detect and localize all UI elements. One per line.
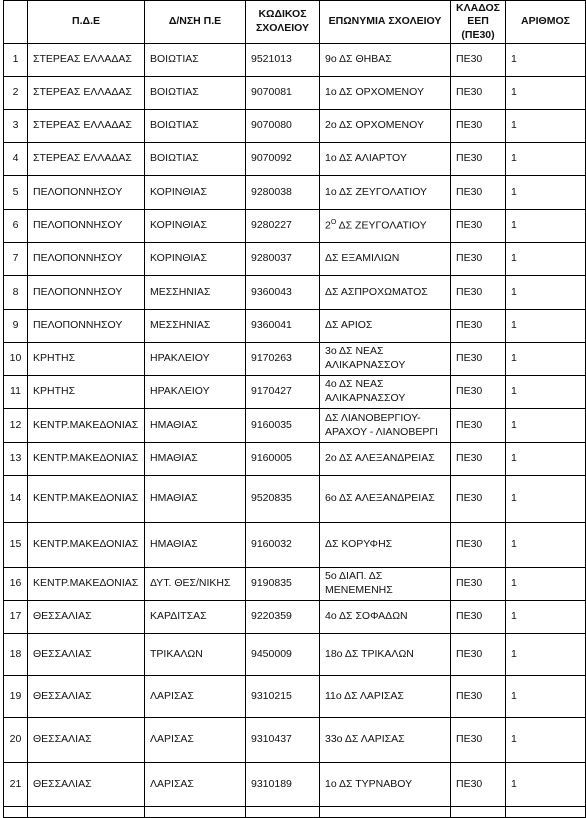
school-code-cell: 9450009 <box>246 634 320 676</box>
school-name-cell: 2ο ΔΣ ΑΛΕΞΑΝΔΡΕΙΑΣ <box>320 443 451 476</box>
table-row <box>4 376 586 409</box>
dnsh-cell: ΚΑΡΔΙΤΣΑΣ <box>145 601 246 634</box>
dnsh-cell: ΒΟΙΩΤΙΑΣ <box>145 110 246 143</box>
arithmos-cell: 1 <box>506 409 586 443</box>
dnsh-cell: ΚΟΡΙΝΘΙΑΣ <box>145 176 246 210</box>
school-code-cell: 9280037 <box>246 243 320 276</box>
arithmos-cell: 1 <box>506 476 586 523</box>
arithmos-cell: 1 <box>506 243 586 276</box>
dnsh-cell: ΗΜΑΘΙΑΣ <box>145 443 246 476</box>
arithmos-cell: 1 <box>506 718 586 763</box>
klados-cell: ΠΕ30 <box>451 77 506 110</box>
school-code-cell: 9170263 <box>246 343 320 376</box>
klados-cell: ΠΕ30 <box>451 44 506 77</box>
empty-cell <box>246 807 320 818</box>
school-code-cell: 9160035 <box>246 409 320 443</box>
pde-cell: ΣΤΕΡΕΑΣ ΕΛΛΑΔΑΣ <box>28 143 145 176</box>
school-name-cell: ΔΣ ΑΡΙΟΣ <box>320 310 451 343</box>
klados-cell: ΠΕ30 <box>451 601 506 634</box>
arithmos-cell: 1 <box>506 676 586 718</box>
dnsh-cell: ΒΟΙΩΤΙΑΣ <box>145 143 246 176</box>
school-name-cell: 1ο ΔΣ ΖΕΥΓΟΛΑΤΙΟΥ <box>320 176 451 210</box>
school-name-cell: $2^O$ ΔΣ ΖΕΥΓΟΛΑΤΙΟΥ <box>320 210 451 243</box>
header-row <box>4 1 586 44</box>
klados-cell: ΠΕ30 <box>451 523 506 568</box>
arithmos-cell: 1 <box>506 343 586 376</box>
table-row-cutoff <box>4 807 586 818</box>
pde-cell: ΘΕΣΣΑΛΙΑΣ <box>28 634 145 676</box>
empty-cell <box>320 807 451 818</box>
row-number: 6 <box>4 210 28 243</box>
arithmos-cell: 1 <box>506 143 586 176</box>
table-row <box>4 44 586 77</box>
klados-cell: ΠΕ30 <box>451 376 506 409</box>
pde-cell: ΣΤΕΡΕΑΣ ΕΛΛΑΔΑΣ <box>28 110 145 143</box>
empty-cell <box>28 807 145 818</box>
klados-cell: ΠΕ30 <box>451 343 506 376</box>
arithmos-cell: 1 <box>506 276 586 310</box>
school-code-cell: 9360043 <box>246 276 320 310</box>
arithmos-cell: 1 <box>506 634 586 676</box>
header-num <box>4 1 28 44</box>
empty-cell <box>451 807 506 818</box>
school-code-cell: 9070081 <box>246 77 320 110</box>
school-code-cell: 9070080 <box>246 110 320 143</box>
table-row <box>4 523 586 568</box>
dnsh-cell: ΚΟΡΙΝΘΙΑΣ <box>145 210 246 243</box>
table-row <box>4 763 586 807</box>
school-name-cell: 18ο ΔΣ ΤΡΙΚΑΛΩΝ <box>320 634 451 676</box>
empty-cell <box>145 807 246 818</box>
klados-cell: ΠΕ30 <box>451 676 506 718</box>
table-row <box>4 343 586 376</box>
dnsh-cell: ΚΟΡΙΝΘΙΑΣ <box>145 243 246 276</box>
pde-cell: ΚΕΝΤΡ.ΜΑΚΕΔΟΝΙΑΣ <box>28 476 145 523</box>
dnsh-cell: ΛΑΡΙΣΑΣ <box>145 718 246 763</box>
row-number: 16 <box>4 568 28 601</box>
klados-cell: ΠΕ30 <box>451 110 506 143</box>
table-row <box>4 243 586 276</box>
pde-cell: ΠΕΛΟΠΟΝΝΗΣΟΥ <box>28 310 145 343</box>
school-code-cell: 9160005 <box>246 443 320 476</box>
dnsh-cell: ΛΑΡΙΣΑΣ <box>145 676 246 718</box>
arithmos-cell: 1 <box>506 568 586 601</box>
pde-cell: ΚΕΝΤΡ.ΜΑΚΕΔΟΝΙΑΣ <box>28 409 145 443</box>
table-row <box>4 568 586 601</box>
dnsh-cell: ΒΟΙΩΤΙΑΣ <box>145 44 246 77</box>
row-number: 12 <box>4 409 28 443</box>
pde-cell: ΣΤΕΡΕΑΣ ΕΛΛΑΔΑΣ <box>28 77 145 110</box>
school-name-cell: ΔΣ ΚΟΡΥΦΗΣ <box>320 523 451 568</box>
school-name-cell: ΔΣ ΕΞΑΜΙΛΙΩΝ <box>320 243 451 276</box>
klados-cell: ΠΕ30 <box>451 210 506 243</box>
pde-cell: ΚΡΗΤΗΣ <box>28 343 145 376</box>
school-name-cell: 1ο ΔΣ ΤΥΡΝΑΒΟΥ <box>320 763 451 807</box>
arithmos-cell: 1 <box>506 376 586 409</box>
row-number: 11 <box>4 376 28 409</box>
klados-cell: ΠΕ30 <box>451 176 506 210</box>
klados-cell: ΠΕ30 <box>451 409 506 443</box>
pde-cell: ΚΕΝΤΡ.ΜΑΚΕΔΟΝΙΑΣ <box>28 523 145 568</box>
row-number: 19 <box>4 676 28 718</box>
table-body <box>4 44 586 818</box>
dnsh-cell: ΔΥΤ. ΘΕΣ/ΝΙΚΗΣ <box>145 568 246 601</box>
school-name-cell: 1ο ΔΣ ΟΡΧΟΜΕΝΟΥ <box>320 77 451 110</box>
table-row <box>4 210 586 243</box>
pde-cell: ΘΕΣΣΑΛΙΑΣ <box>28 676 145 718</box>
dnsh-cell: ΤΡΙΚΑΛΩΝ <box>145 634 246 676</box>
school-code-cell: 9220359 <box>246 601 320 634</box>
header-school-name: ΕΠΩΝΥΜΙΑ ΣΧΟΛΕΙΟΥ <box>320 1 451 44</box>
school-name-cell: 2ο ΔΣ ΟΡΧΟΜΕΝΟΥ <box>320 110 451 143</box>
arithmos-cell: 1 <box>506 310 586 343</box>
table-row <box>4 476 586 523</box>
school-name-cell: 5ο ΔΙΑΠ. ΔΣ ΜΕΝΕΜΕΝΗΣ <box>320 568 451 601</box>
row-number: 8 <box>4 276 28 310</box>
table-row <box>4 276 586 310</box>
table-row <box>4 110 586 143</box>
school-name-cell: 11ο ΔΣ ΛΑΡΙΣΑΣ <box>320 676 451 718</box>
table-row <box>4 676 586 718</box>
school-name-cell: 33ο ΔΣ ΛΑΡΙΣΑΣ <box>320 718 451 763</box>
dnsh-cell: ΜΕΣΣΗΝΙΑΣ <box>145 276 246 310</box>
klados-cell: ΠΕ30 <box>451 568 506 601</box>
school-name-cell: 4ο ΔΣ ΝΕΑΣ ΑΛΙΚΑΡΝΑΣΣΟΥ <box>320 376 451 409</box>
pde-cell: ΚΡΗΤΗΣ <box>28 376 145 409</box>
table-row <box>4 77 586 110</box>
klados-cell: ΠΕ30 <box>451 763 506 807</box>
klados-cell: ΠΕ30 <box>451 476 506 523</box>
klados-cell: ΠΕ30 <box>451 243 506 276</box>
arithmos-cell: 1 <box>506 77 586 110</box>
klados-cell: ΠΕ30 <box>451 443 506 476</box>
row-number: 15 <box>4 523 28 568</box>
arithmos-cell: 1 <box>506 763 586 807</box>
pde-cell: ΠΕΛΟΠΟΝΝΗΣΟΥ <box>28 276 145 310</box>
table-row <box>4 143 586 176</box>
header-pde: Π.Δ.Ε <box>28 1 145 44</box>
pde-cell: ΠΕΛΟΠΟΝΝΗΣΟΥ <box>28 243 145 276</box>
row-number: 9 <box>4 310 28 343</box>
klados-cell: ΠΕ30 <box>451 143 506 176</box>
dnsh-cell: ΗΜΑΘΙΑΣ <box>145 476 246 523</box>
pde-cell: ΘΕΣΣΑΛΙΑΣ <box>28 601 145 634</box>
klados-cell: ΠΕ30 <box>451 634 506 676</box>
school-code-cell: 9170427 <box>246 376 320 409</box>
pde-cell: ΣΤΕΡΕΑΣ ΕΛΛΑΔΑΣ <box>28 44 145 77</box>
klados-cell: ΠΕ30 <box>451 718 506 763</box>
school-code-cell: 9280038 <box>246 176 320 210</box>
school-name-cell: 6ο ΔΣ ΑΛΕΞΑΝΔΡΕΙΑΣ <box>320 476 451 523</box>
dnsh-cell: ΛΑΡΙΣΑΣ <box>145 763 246 807</box>
school-name-cell: 3ο ΔΣ ΝΕΑΣ ΑΛΙΚΑΡΝΑΣΣΟΥ <box>320 343 451 376</box>
school-code-cell: 9310189 <box>246 763 320 807</box>
school-code-cell: 9190835 <box>246 568 320 601</box>
row-number: 5 <box>4 176 28 210</box>
row-number: 1 <box>4 44 28 77</box>
row-number: 20 <box>4 718 28 763</box>
arithmos-cell: 1 <box>506 523 586 568</box>
school-code-cell: 9310437 <box>246 718 320 763</box>
klados-cell: ΠΕ30 <box>451 310 506 343</box>
arithmos-cell: 1 <box>506 110 586 143</box>
header-arithmos: ΑΡΙΘΜΟΣ <box>506 1 586 44</box>
dnsh-cell: ΗΡΑΚΛΕΙΟΥ <box>145 343 246 376</box>
school-code-cell: 9310215 <box>246 676 320 718</box>
table-row <box>4 634 586 676</box>
school-code-cell: 9520835 <box>246 476 320 523</box>
pde-cell: ΠΕΛΟΠΟΝΝΗΣΟΥ <box>28 176 145 210</box>
row-number: 2 <box>4 77 28 110</box>
row-number: 18 <box>4 634 28 676</box>
school-code-cell: 9160032 <box>246 523 320 568</box>
pde-cell: ΘΕΣΣΑΛΙΑΣ <box>28 718 145 763</box>
header-dnsh: Δ/ΝΣΗ Π.Ε <box>145 1 246 44</box>
header-school-code: ΚΩΔΙΚΟΣ ΣΧΟΛΕΙΟΥ <box>246 1 320 44</box>
empty-cell <box>4 807 28 818</box>
header-klados: ΚΛΑΔΟΣ ΕΕΠ (ΠΕ30) <box>451 1 506 44</box>
dnsh-cell: ΗΡΑΚΛΕΙΟΥ <box>145 376 246 409</box>
pde-cell: ΚΕΝΤΡ.ΜΑΚΕΔΟΝΙΑΣ <box>28 443 145 476</box>
klados-cell: ΠΕ30 <box>451 276 506 310</box>
school-code-cell: 9360041 <box>246 310 320 343</box>
arithmos-cell: 1 <box>506 601 586 634</box>
school-code-cell: 9070092 <box>246 143 320 176</box>
row-number: 4 <box>4 143 28 176</box>
row-number: 13 <box>4 443 28 476</box>
school-code-cell: 9521013 <box>246 44 320 77</box>
pde-cell: ΠΕΛΟΠΟΝΝΗΣΟΥ <box>28 210 145 243</box>
table-row <box>4 601 586 634</box>
pde-cell: ΘΕΣΣΑΛΙΑΣ <box>28 763 145 807</box>
dnsh-cell: ΗΜΑΘΙΑΣ <box>145 523 246 568</box>
table-row <box>4 176 586 210</box>
row-number: 3 <box>4 110 28 143</box>
arithmos-cell: 1 <box>506 443 586 476</box>
school-name-cell: 4ο ΔΣ ΣΟΦΑΔΩΝ <box>320 601 451 634</box>
row-number: 21 <box>4 763 28 807</box>
school-name-cell: ΔΣ ΑΣΠΡΟΧΩΜΑΤΟΣ <box>320 276 451 310</box>
empty-cell <box>506 807 586 818</box>
arithmos-cell: 1 <box>506 210 586 243</box>
table-row <box>4 443 586 476</box>
schools-table <box>3 0 586 818</box>
arithmos-cell: 1 <box>506 44 586 77</box>
row-number: 10 <box>4 343 28 376</box>
school-code-cell: 9280227 <box>246 210 320 243</box>
row-number: 17 <box>4 601 28 634</box>
dnsh-cell: ΒΟΙΩΤΙΑΣ <box>145 77 246 110</box>
table-row <box>4 718 586 763</box>
arithmos-cell: 1 <box>506 176 586 210</box>
dnsh-cell: ΗΜΑΘΙΑΣ <box>145 409 246 443</box>
dnsh-cell: ΜΕΣΣΗΝΙΑΣ <box>145 310 246 343</box>
school-name-cell: ΔΣ ΛΙΑΝΟΒΕΡΓΙΟΥ-ΑΡΑΧΟΥ - ΛΙΑΝΟΒΕΡΓΙ <box>320 409 451 443</box>
pde-cell: ΚΕΝΤΡ.ΜΑΚΕΔΟΝΙΑΣ <box>28 568 145 601</box>
table-row <box>4 409 586 443</box>
row-number: 14 <box>4 476 28 523</box>
school-name-cell: 9ο ΔΣ ΘΗΒΑΣ <box>320 44 451 77</box>
school-name-cell: 1ο ΔΣ ΑΛΙΑΡΤΟΥ <box>320 143 451 176</box>
row-number: 7 <box>4 243 28 276</box>
table-row <box>4 310 586 343</box>
